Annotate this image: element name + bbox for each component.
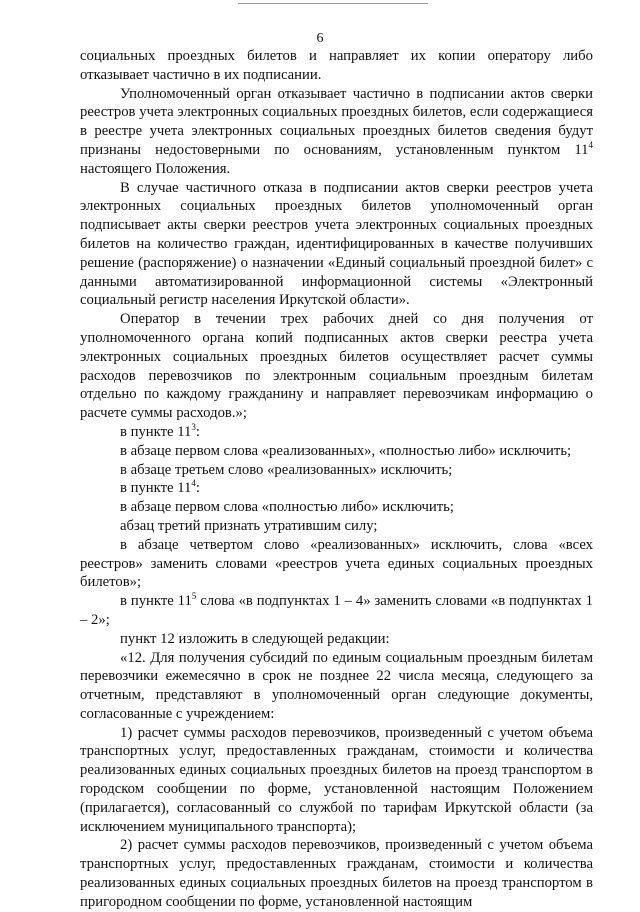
- paragraph-text-tail: слова «в подпунктах 1 – 4» заменить словами «в подпунктах 1 – 2»;: [80, 593, 593, 628]
- paragraph-continuation: [80, 47, 593, 85]
- paragraph-text: Уполномоченный орган отказывает частично в подписании актов сверки реестров учета электронных социальных проездных билетов, если содержащиеся в реестре учета электронных социальных проездных билетов сведения будут признаны недостоверными по основаниям, установленным пунктом 11: [80, 85, 593, 158]
- paragraph-text: в пункте 11: [120, 480, 192, 497]
- paragraph-text: 1) расчет суммы расходов перевозчиков, произведенный с учетом объема транспортных услуг, предоставленных гражданам, стоимости и количества реализованных единых социальных проездных билетов на проезд транспортом в городском сообщении по форме, установленной настоящим Положением (прилагается), согласованный со службой по тарифам Иркутской области (за исключением муниципального транспорта);: [80, 724, 593, 835]
- paragraph: [80, 630, 593, 649]
- paragraph: [80, 479, 593, 498]
- document-body: [80, 47, 593, 912]
- paragraph: [80, 461, 593, 480]
- paragraph-text-tail: настоящего Положения.: [80, 160, 231, 177]
- paragraph-text: в абзаце третьем слово «реализованных» исключить;: [120, 461, 453, 478]
- superscript: 3: [191, 421, 196, 432]
- paragraph: [80, 517, 593, 536]
- paragraph-text: социальных проездных билетов и направляет их копии оператору либо отказывает частично в их подписании.: [80, 48, 593, 83]
- paragraph: [80, 442, 593, 461]
- paragraph: [80, 85, 593, 179]
- paragraph: [80, 179, 593, 311]
- header-rule: [238, 3, 428, 4]
- paragraph: [80, 310, 593, 423]
- superscript: 5: [191, 591, 197, 602]
- paragraph: [80, 836, 593, 911]
- superscript: 4: [588, 139, 593, 150]
- paragraph-text: в абзаце первом слова «реализованных», «полностью либо» исключить;: [120, 442, 572, 459]
- paragraph-text: в абзаце четвертом слово «реализованных» исключить, слова «всех реестров» заменить словами «реестров учета единых социальных проездных билетов»;: [80, 536, 593, 591]
- paragraph-text: Оператор в течении трех рабочих дней со дня получения от уполномоченного органа копий подписанных актов сверки реестра учета электронных социальных проездных билетов осуществляет расчет суммы расходов перевозчиков по электронным социальным проездным билетам отдельно по каждому гражданину и направляет перевозчикам информацию о расчете суммы расходов.»;: [80, 311, 593, 422]
- paragraph-text: в пункте 11: [120, 593, 192, 610]
- paragraph: [80, 649, 593, 724]
- paragraph-text-tail: :: [195, 480, 200, 497]
- paragraph-text: «12. Для получения субсидий по единым социальным проездным билетам перевозчики ежемесячно в срок не позднее 22 числа месяца, следующего за отчетным, представляют в уполномоченный орган следующие документы, согласованные с учреждением:: [80, 649, 593, 722]
- paragraph: [80, 724, 593, 837]
- superscript: 4: [191, 478, 196, 489]
- paragraph-text: в пункте 11: [120, 423, 192, 440]
- paragraph-text: 2) расчет суммы расходов перевозчиков, произведенный с учетом объема транспортных услуг, предоставленных гражданам, стоимости и количества реализованных единых социальных проездных билетов на проезд транспортом в пригородном сообщении по форме, установленной настоящим: [80, 837, 593, 910]
- page-number: 6: [316, 31, 324, 46]
- paragraph: [80, 498, 593, 517]
- paragraph-text: В случае частичного отказа в подписании актов сверки реестров учета электронных социальных проездных билетов уполномоченный орган подписывает акты сверки реестров учета электронных социальных проездных билетов на количество граждан, идентифицированных в качестве получивших решение (распоряжение) о назначении «Единый социальный проездной билет» с данными автоматизированной информационной системы «Электронный социальный регистр населения Иркутской области».: [80, 179, 593, 309]
- paragraph-text: в абзаце первом слова «полностью либо» исключить;: [120, 499, 454, 516]
- paragraph-text: пункт 12 изложить в следующей редакции:: [120, 630, 390, 647]
- paragraph: [80, 423, 593, 442]
- paragraph-text: абзац третий признать утратившим силу;: [120, 517, 378, 534]
- paragraph: [80, 536, 593, 592]
- paragraph-text-tail: :: [195, 423, 200, 440]
- paragraph: [80, 592, 593, 630]
